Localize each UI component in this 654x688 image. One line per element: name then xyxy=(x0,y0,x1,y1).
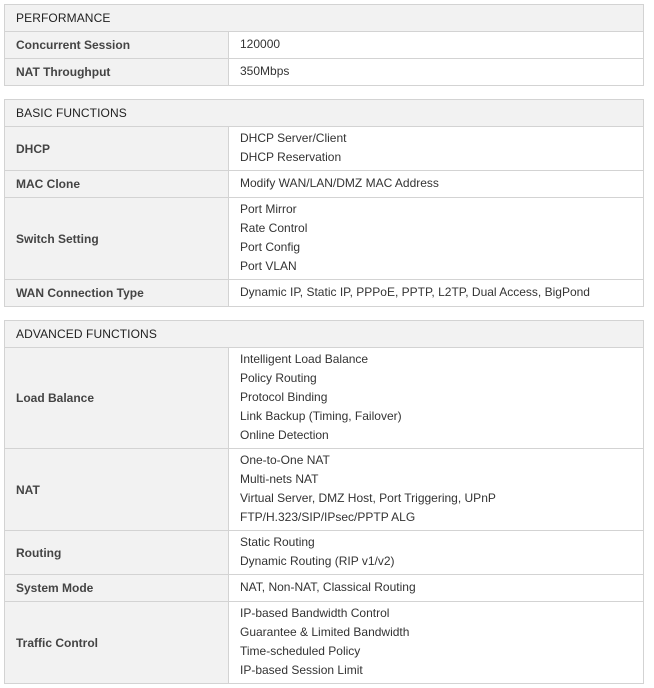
spec-value-line: Dynamic Routing (RIP v1/v2) xyxy=(240,554,395,568)
spec-value-line: 350Mbps xyxy=(240,64,290,78)
spec-row-wan-connection-type xyxy=(5,280,644,307)
spec-label: NAT xyxy=(5,449,229,531)
spec-value-line: Guarantee & Limited Bandwidth xyxy=(240,625,410,639)
spec-row-system-mode xyxy=(5,575,644,602)
advanced-functions-table xyxy=(4,320,644,684)
spec-row-nat xyxy=(5,449,644,531)
spec-label: WAN Connection Type xyxy=(5,280,229,307)
spec-value-line: Virtual Server, DMZ Host, Port Triggering, UPnP xyxy=(240,491,496,505)
spec-value-line: DHCP Server/Client xyxy=(240,131,347,145)
spec-label: NAT Throughput xyxy=(5,59,229,86)
spec-label: DHCP xyxy=(5,127,229,171)
spec-row-traffic-control xyxy=(5,602,644,684)
spec-value-line: Policy Routing xyxy=(240,371,317,385)
spec-label: Load Balance xyxy=(5,348,229,449)
spec-value-line: Port Mirror xyxy=(240,202,297,216)
spec-value xyxy=(229,32,644,59)
spec-value-line: IP-based Session Limit xyxy=(240,663,363,677)
spec-value xyxy=(229,127,644,171)
spec-value-line: Multi-nets NAT xyxy=(240,472,319,486)
spec-value-line: One-to-One NAT xyxy=(240,453,330,467)
spec-value-line: Port VLAN xyxy=(240,259,297,273)
spec-value xyxy=(229,575,644,602)
spec-row-routing xyxy=(5,531,644,575)
spec-label: Traffic Control xyxy=(5,602,229,684)
spec-value-line: Rate Control xyxy=(240,221,308,235)
spec-value xyxy=(229,602,644,684)
spec-value xyxy=(229,171,644,198)
spec-label: Routing xyxy=(5,531,229,575)
spec-value-line: Port Config xyxy=(240,240,301,254)
spec-value-line: Modify WAN/LAN/DMZ MAC Address xyxy=(240,176,439,190)
spec-row-switch-setting xyxy=(5,198,644,280)
spec-value xyxy=(229,449,644,531)
spec-value xyxy=(229,348,644,449)
spec-label: Switch Setting xyxy=(5,198,229,280)
spec-value-line: IP-based Bandwidth Control xyxy=(240,606,390,620)
spec-value xyxy=(229,59,644,86)
spec-value-line: Intelligent Load Balance xyxy=(240,352,369,366)
basic-functions-table xyxy=(4,99,644,307)
section-title: BASIC FUNCTIONS xyxy=(5,100,644,127)
spec-row-load-balance xyxy=(5,348,644,449)
performance-table xyxy=(4,4,644,86)
section-title: PERFORMANCE xyxy=(5,5,644,32)
spec-row-mac-clone xyxy=(5,171,644,198)
spec-label: System Mode xyxy=(5,575,229,602)
spec-value-line: Link Backup (Timing, Failover) xyxy=(240,409,402,423)
spec-value-line: 120000 xyxy=(240,37,281,51)
spec-value-line: Time-scheduled Policy xyxy=(240,644,361,658)
spec-label: MAC Clone xyxy=(5,171,229,198)
spec-value-line: Static Routing xyxy=(240,535,315,549)
spec-value-line: Online Detection xyxy=(240,428,329,442)
spec-value-line: FTP/H.323/SIP/IPsec/PPTP ALG xyxy=(240,510,416,524)
spec-value-line: Dynamic IP, Static IP, PPPoE, PPTP, L2TP, Dual Access, BigPond xyxy=(240,285,590,299)
spec-value xyxy=(229,280,644,307)
spec-value xyxy=(229,198,644,280)
spec-row-nat-throughput xyxy=(5,59,644,86)
spec-value xyxy=(229,531,644,575)
spec-value-line: NAT, Non-NAT, Classical Routing xyxy=(240,580,416,594)
section-title: ADVANCED FUNCTIONS xyxy=(5,321,644,348)
spec-value-line: Protocol Binding xyxy=(240,390,328,404)
spec-value-line: DHCP Reservation xyxy=(240,150,342,164)
spec-row-dhcp xyxy=(5,127,644,171)
spec-label: Concurrent Session xyxy=(5,32,229,59)
spec-row-concurrent-session xyxy=(5,32,644,59)
